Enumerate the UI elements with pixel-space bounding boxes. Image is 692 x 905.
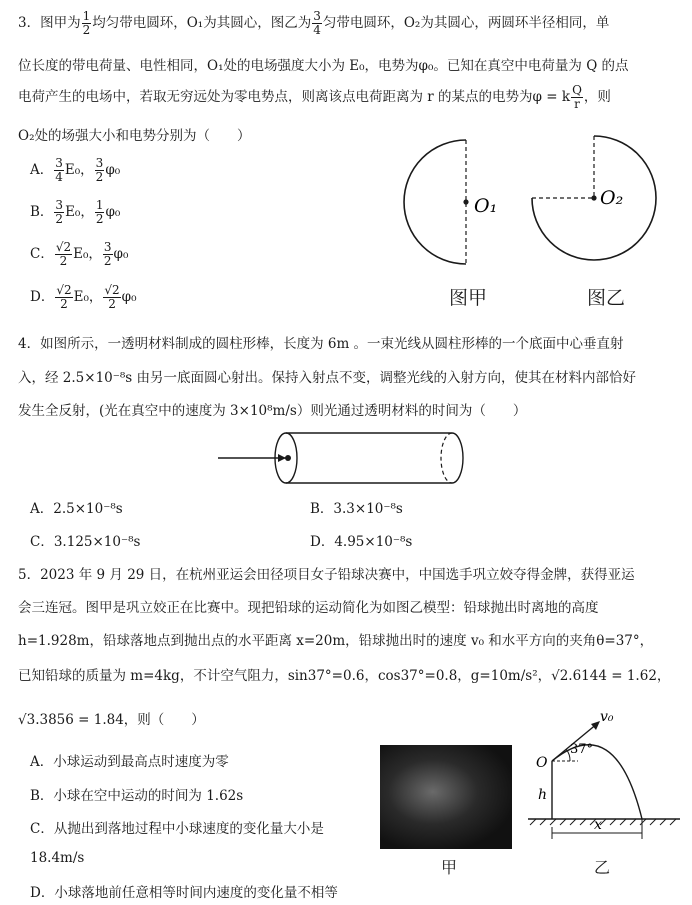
- q3-option-d[interactable]: D． $\frac{√2}{2}$ E₀， $\frac{√2}{2}$ φ₀: [30, 283, 137, 311]
- trajectory-curve: [552, 745, 642, 819]
- q4-line-3: 发生全反射，(光在真空中的速度为 3×10⁸m/s）则光通过透明材料的时间为（ ）: [18, 403, 527, 419]
- q3-option-c[interactable]: C． $\frac{√2}{2}$ E₀， $\frac{3}{2}$ φ₀: [30, 240, 129, 268]
- athlete-photo: [380, 745, 512, 849]
- q3-line-3: [18, 84, 611, 111]
- ring-figures: [400, 130, 680, 270]
- q4-option-b[interactable]: B．3.3×10⁻⁸s: [310, 501, 403, 517]
- arrow-icon: [591, 721, 600, 730]
- h-label: h: [538, 787, 548, 803]
- q5-option-c-cont: 18.4m/s: [30, 850, 85, 866]
- cylinder-figure: [212, 428, 472, 486]
- q3-text: ，则: [583, 89, 611, 105]
- projectile-diagram: [520, 705, 685, 855]
- q3-option-b[interactable]: B． $\frac{3}{2}$ E₀， $\frac{1}{2}$ φ₀: [30, 198, 121, 226]
- q4-line-2: 入，经 2.5×10⁻⁸s 由另一底面圆心射出。保持入射点不变，调整光线的入射方向，使其在材料内部恰好: [18, 370, 637, 386]
- caption-photo-jia: 甲: [441, 858, 458, 877]
- x-label: x: [594, 817, 602, 833]
- fraction: $\frac{1}{2}$: [82, 9, 91, 37]
- angle-label: 37°: [570, 742, 594, 757]
- q3-line-4: O₂处的场强大小和电势分别为（ ）: [18, 128, 251, 144]
- cylinder-back-face-front: [452, 433, 463, 483]
- q3-text: 匀带电圆环，O₂为其圆心，两圆环半径相同，单: [322, 15, 610, 31]
- o2-label: O₂: [600, 187, 624, 209]
- q5-line-5: √3.3856 = 1.84，则（ ）: [18, 712, 205, 728]
- q5-line-2: 会三连冠。图甲是巩立姣正在比赛中。现把铅球的运动简化为如图乙模型：铅球抛出时离地的高度: [18, 600, 599, 616]
- caption-diagram-yi: 乙: [594, 858, 611, 877]
- caption-fig-yi: 图乙: [587, 287, 626, 309]
- q3-line-1: [18, 10, 609, 37]
- q5-option-d[interactable]: D．小球落地前任意相等时间内速度的变化量不相等: [30, 885, 338, 901]
- ground-hatch: [530, 819, 676, 825]
- q3-text: 3．图甲为: [18, 15, 81, 31]
- o1-label: O₁: [474, 195, 498, 217]
- q4-line-1: 4．如图所示，一透明材料制成的圆柱形棒，长度为 6m 。一束光线从圆柱形棒的一个底面中心垂直射: [18, 336, 624, 352]
- q4-option-a[interactable]: A．2.5×10⁻⁸s: [30, 501, 123, 517]
- q4-option-d[interactable]: D．4.95×10⁻⁸s: [310, 534, 413, 550]
- q5-option-b[interactable]: B．小球在空中运动的时间为 1.62s: [30, 788, 244, 804]
- v0-label: v₀: [600, 709, 614, 725]
- q5-option-c[interactable]: C．从抛出到落地过程中小球速度的变化量大小是: [30, 821, 324, 837]
- cylinder-back-face-hidden: [441, 433, 452, 483]
- entry-point: [285, 455, 291, 461]
- arrow-icon: [278, 454, 286, 462]
- q3-option-a[interactable]: A． $\frac{3}{4}$ E₀， $\frac{3}{2}$ φ₀: [30, 156, 121, 184]
- center-dot: [463, 199, 468, 204]
- fraction: $\frac{3}{4}$: [313, 9, 321, 37]
- half-ring-arc: [404, 140, 466, 264]
- origin-label: O: [536, 755, 548, 771]
- q3-text: 电荷产生的电场中，若取无穷远处为零电势点，则离该点电荷距离为 r 的某点的电势为φ = k: [18, 89, 571, 105]
- q5-option-a[interactable]: A．小球运动到最高点时速度为零: [30, 754, 229, 770]
- q3-text: 均匀带电圆环，O₁为其圆心，图乙为: [92, 15, 312, 31]
- caption-fig-jia: 图甲: [449, 287, 488, 309]
- center-dot: [591, 195, 596, 200]
- q5-line-4: 已知铅球的质量为 m=4kg，不计空气阻力，sin37°=0.6，cos37°=0.8，g=10m/s²，√2.6144 = 1.62，: [18, 668, 671, 684]
- q5-line-3: h=1.928m，铅球落地点到抛出点的水平距离 x=20m，铅球抛出时的速度 v₀ 和水平方向的夹角θ=37°，: [18, 633, 654, 649]
- fraction: $\frac{Q}{r}$: [572, 83, 582, 111]
- q4-option-c[interactable]: C．3.125×10⁻⁸s: [30, 534, 141, 550]
- q5-line-1: 5．2023 年 9 月 29 日，在杭州亚运会田径项目女子铅球决赛中，中国选手巩立姣夺得金牌，获得亚运: [18, 567, 635, 583]
- q3-line-2: 位长度的带电荷量、电性相同，O₁处的电场强度大小为 E₀，电势为φ₀。已知在真空中电荷量为 Q 的点: [18, 58, 629, 74]
